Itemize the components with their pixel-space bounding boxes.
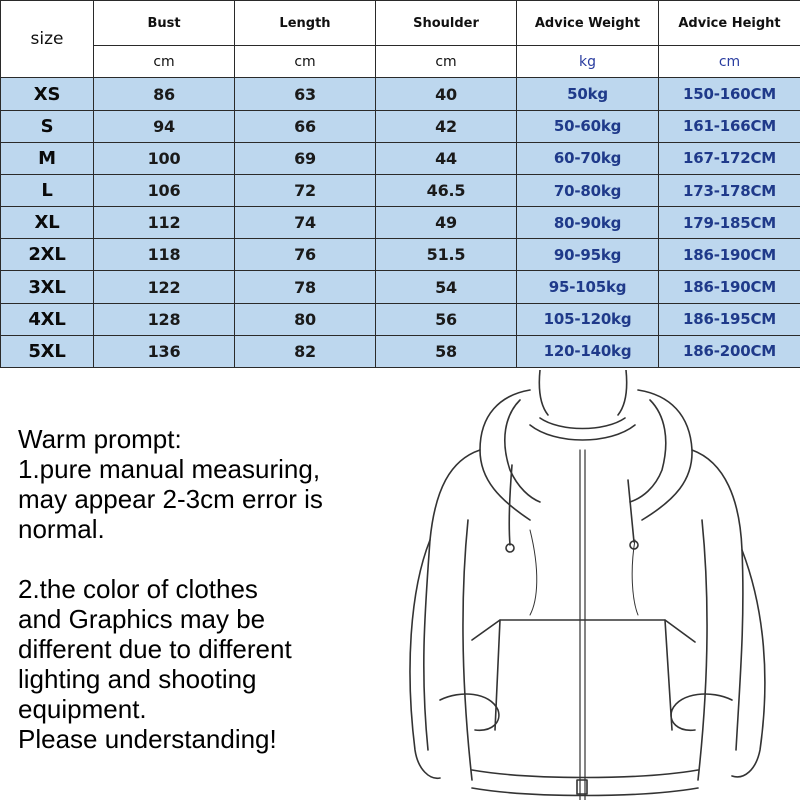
cell-advice-weight: 90-95kg — [517, 239, 659, 271]
cell-bust: 106 — [94, 174, 235, 206]
prompt-line: and Graphics may be — [18, 604, 266, 634]
cell-shoulder: 40 — [376, 78, 517, 110]
cell-advice-weight: 95-105kg — [517, 271, 659, 303]
cell-advice-height: 186-200CM — [659, 335, 800, 367]
header-size: size — [1, 1, 94, 78]
table-row — [1, 174, 800, 206]
table-row — [1, 239, 800, 271]
cell-size: S — [1, 110, 94, 142]
unit-advice-weight: kg — [517, 46, 659, 78]
prompt-title: Warm prompt: — [18, 424, 182, 454]
header-length: Length — [235, 1, 376, 46]
header-advice-weight: Advice Weight — [517, 1, 659, 46]
cell-shoulder: 42 — [376, 110, 517, 142]
table-header-row — [1, 1, 800, 46]
cell-bust: 136 — [94, 335, 235, 367]
cell-bust: 112 — [94, 207, 235, 239]
cell-length: 78 — [235, 271, 376, 303]
cell-length: 82 — [235, 335, 376, 367]
cell-bust: 86 — [94, 78, 235, 110]
unit-advice-height: cm — [659, 46, 800, 78]
size-chart-table — [0, 0, 800, 368]
cell-length: 74 — [235, 207, 376, 239]
cell-size: M — [1, 142, 94, 174]
cell-advice-height: 186-195CM — [659, 303, 800, 335]
cell-bust: 128 — [94, 303, 235, 335]
cell-shoulder: 51.5 — [376, 239, 517, 271]
cell-bust: 118 — [94, 239, 235, 271]
prompt-line: lighting and shooting — [18, 664, 257, 694]
zip-hoodie-line-drawing-icon — [380, 370, 800, 800]
cell-shoulder: 49 — [376, 207, 517, 239]
table-row — [1, 303, 800, 335]
cell-advice-weight: 120-140kg — [517, 335, 659, 367]
cell-shoulder: 46.5 — [376, 174, 517, 206]
table-units-row — [1, 46, 800, 78]
cell-advice-height: 173-178CM — [659, 174, 800, 206]
cell-bust: 100 — [94, 142, 235, 174]
cell-length: 76 — [235, 239, 376, 271]
cell-advice-weight: 50-60kg — [517, 110, 659, 142]
cell-advice-weight: 80-90kg — [517, 207, 659, 239]
cell-bust: 122 — [94, 271, 235, 303]
cell-length: 69 — [235, 142, 376, 174]
cell-advice-weight: 50kg — [517, 78, 659, 110]
cell-size: XL — [1, 207, 94, 239]
cell-advice-weight: 60-70kg — [517, 142, 659, 174]
prompt-line: may appear 2-3cm error is — [18, 484, 323, 514]
cell-advice-height: 161-166CM — [659, 110, 800, 142]
cell-size: XS — [1, 78, 94, 110]
cell-shoulder: 56 — [376, 303, 517, 335]
table-body — [1, 78, 800, 368]
prompt-line: different due to different — [18, 634, 292, 664]
unit-shoulder: cm — [376, 46, 517, 78]
prompt-line: normal. — [18, 514, 105, 544]
cell-advice-height: 150-160CM — [659, 78, 800, 110]
table-row — [1, 110, 800, 142]
table-row — [1, 142, 800, 174]
prompt-line: 2.the color of clothes — [18, 574, 258, 604]
cell-advice-height: 186-190CM — [659, 271, 800, 303]
header-shoulder: Shoulder — [376, 1, 517, 46]
table-row — [1, 271, 800, 303]
table-row — [1, 78, 800, 110]
prompt-line: Please understanding! — [18, 724, 277, 754]
cell-shoulder: 44 — [376, 142, 517, 174]
table-row — [1, 207, 800, 239]
cell-shoulder: 54 — [376, 271, 517, 303]
cell-length: 66 — [235, 110, 376, 142]
unit-bust: cm — [94, 46, 235, 78]
warm-prompt — [18, 424, 378, 754]
prompt-line: equipment. — [18, 694, 147, 724]
cell-length: 72 — [235, 174, 376, 206]
cell-advice-height: 179-185CM — [659, 207, 800, 239]
header-advice-height: Advice Height — [659, 1, 800, 46]
cell-size: 3XL — [1, 271, 94, 303]
prompt-line: 1.pure manual measuring, — [18, 454, 321, 484]
unit-length: cm — [235, 46, 376, 78]
cell-size: L — [1, 174, 94, 206]
cell-shoulder: 58 — [376, 335, 517, 367]
cell-advice-weight: 70-80kg — [517, 174, 659, 206]
cell-advice-height: 186-190CM — [659, 239, 800, 271]
cell-length: 63 — [235, 78, 376, 110]
cell-size: 2XL — [1, 239, 94, 271]
cell-advice-weight: 105-120kg — [517, 303, 659, 335]
cell-size: 4XL — [1, 303, 94, 335]
cell-bust: 94 — [94, 110, 235, 142]
header-bust: Bust — [94, 1, 235, 46]
cell-length: 80 — [235, 303, 376, 335]
cell-size: 5XL — [1, 335, 94, 367]
cell-advice-height: 167-172CM — [659, 142, 800, 174]
table-row — [1, 335, 800, 367]
